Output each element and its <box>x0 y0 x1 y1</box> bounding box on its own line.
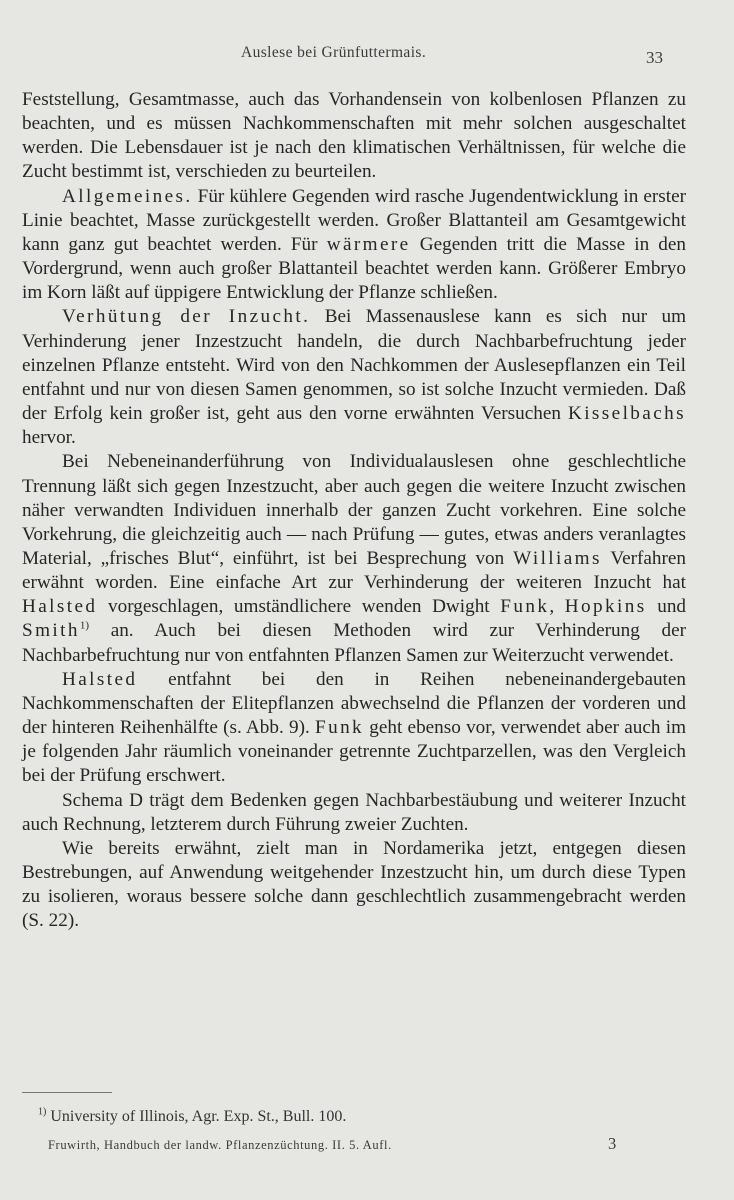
body-text <box>22 88 686 933</box>
paragraph-allgemeines <box>22 185 686 306</box>
paragraph-1 <box>22 88 686 185</box>
emphasis: wärmere <box>326 233 411 255</box>
author-name: Funk <box>315 717 365 739</box>
paragraph-text: vorgeschlagen, umständlichere wenden Dwight <box>97 596 501 618</box>
paragraph-text: Für kühlere Gegenden wird rasche Jugendentwicklung in erster Linie beachtet, Masse zurückgestellt werden. Großer Blattanteil am Gesamtgewicht kann ganz gut beachtet werden. Für <box>22 185 686 255</box>
paragraph-nebeneinander <box>22 450 686 667</box>
paragraph-verhuetung <box>22 305 686 450</box>
author-name: Funk <box>500 596 550 618</box>
author-name: Williams <box>513 547 602 569</box>
paragraph-halsted <box>22 668 686 789</box>
section-lead-verhuetung: Verhütung der Inzucht. <box>62 306 311 328</box>
footnote-ref: 1) <box>79 620 90 633</box>
author-name: Smith <box>22 620 80 642</box>
paragraph-text: Feststellung, Gesamtmasse, auch das Vorhandensein von kolbenlosen Pflanzen zu beachten, und es müssen Nachkommenschaften mit mehr solchen ausgeschaltet werden. Die Lebensdauer ist je nach den klimatischen Verhältnissen, für welche die Zucht bestimmt ist, verschieden zu beurteilen. <box>22 89 686 183</box>
paragraph-text: hervor. <box>22 427 76 449</box>
author-name: Halsted <box>62 668 138 690</box>
paragraph-text: Gegenden tritt die Masse in den Vordergrund, wenn auch großer Blattanteil beachtet werden kann. Größerer Embryo im Korn läßt auf üppigere Entwicklung der Pflanze schließen. <box>22 233 687 304</box>
paragraph-text: , <box>549 596 565 618</box>
page-number: 33 <box>646 48 663 67</box>
header-title: Auslese bei Grünfuttermais. <box>241 44 427 61</box>
footnote-marker: 1) <box>38 1106 47 1118</box>
footnote <box>38 1108 346 1126</box>
footnote-divider <box>22 1092 112 1093</box>
paragraph-text: entfahnt bei den in Reihen nebeneinandergebauten Nachkommenschaften der Elitepflanzen abwechselnd die Pflanzen der vorderen und der hinteren Reihenhälfte (s. Abb. 9). <box>22 668 686 739</box>
paragraph-text: geht ebenso vor, verwendet aber auch im je folgenden Jahr räumlich voneinander getrennte Zuchtparzellen, was den Vergleich bei der Prüfung erschwert. <box>22 717 686 787</box>
paragraph-text: und <box>646 596 686 618</box>
signature-mark: 3 <box>608 1134 617 1153</box>
paragraph-text: Bei Nebeneinanderführung von Individualauslesen ohne geschlechtliche Trennung läßt sich gegen Inzestzucht, aber auch gegen die weitere Inzucht zwischen näher verwandten Individuen innerhalb der ganzen Zucht vorkehren. Eine solche Vorkehrung, die gleichzeitig auch — nach Prüfung — gutes, etwas anders veranlagtes Material, „frisches Blut“, einführt, ist bei Besprechung von <box>22 451 686 569</box>
footer-imprint: Fruwirth, Handbuch der landw. Pflanzenzüchtung. II. 5. Aufl. <box>48 1138 392 1152</box>
paragraph-text: Verfahren erwähnt worden. Eine einfache Art zur Verhinderung der weiteren Inzucht hat <box>22 547 686 594</box>
running-header <box>0 44 734 70</box>
author-name: Hopkins <box>564 596 647 618</box>
footnote-text: University of Illinois, Agr. Exp. St., Bull. 100. <box>46 1108 347 1125</box>
paragraph-nordamerika <box>22 837 686 934</box>
author-name: Kisselbachs <box>567 403 686 425</box>
paragraph-schema-d <box>22 789 686 837</box>
paragraph-text: an. Auch bei diesen Methoden wird zur Verhinderung der Nachbarbefruchtung nur von entfahnten Pflanzen Samen zur Weiterzucht verwendet. <box>22 620 686 666</box>
paragraph-text: Wie bereits erwähnt, zielt man in Nordamerika jetzt, entgegen diesen Bestrebungen, auf Anwendung weitgehender Inzestzucht hin, um durch diese Typen zu isolieren, woraus bessere solche dann geschlechtlich zusammengebracht werden (S. 22). <box>22 837 686 932</box>
paragraph-text: Schema D trägt dem Bedenken gegen Nachbarbestäubung und weiterer Inzucht auch Rechnung, letzterem durch Führung zweier Zuchten. <box>22 789 686 835</box>
paragraph-text: Bei Massenauslese kann es sich nur um Verhinderung jener Inzestzucht handeln, die durch Nachbarbefruchtung jeder einzelnen Pflanze entsteht. Wird von den Nachkommen der Auslesepflanzen ein Teil entfahnt und nur von diesen Samen genommen, so ist solche Inzucht vermieden. Daß der Erfolg kein großer ist, geht aus den vorne erwähnten Versuchen <box>22 306 686 425</box>
author-name: Halsted <box>22 596 98 618</box>
page-footer <box>0 1134 734 1160</box>
section-lead-allgemeines: Allgemeines. <box>62 185 193 207</box>
